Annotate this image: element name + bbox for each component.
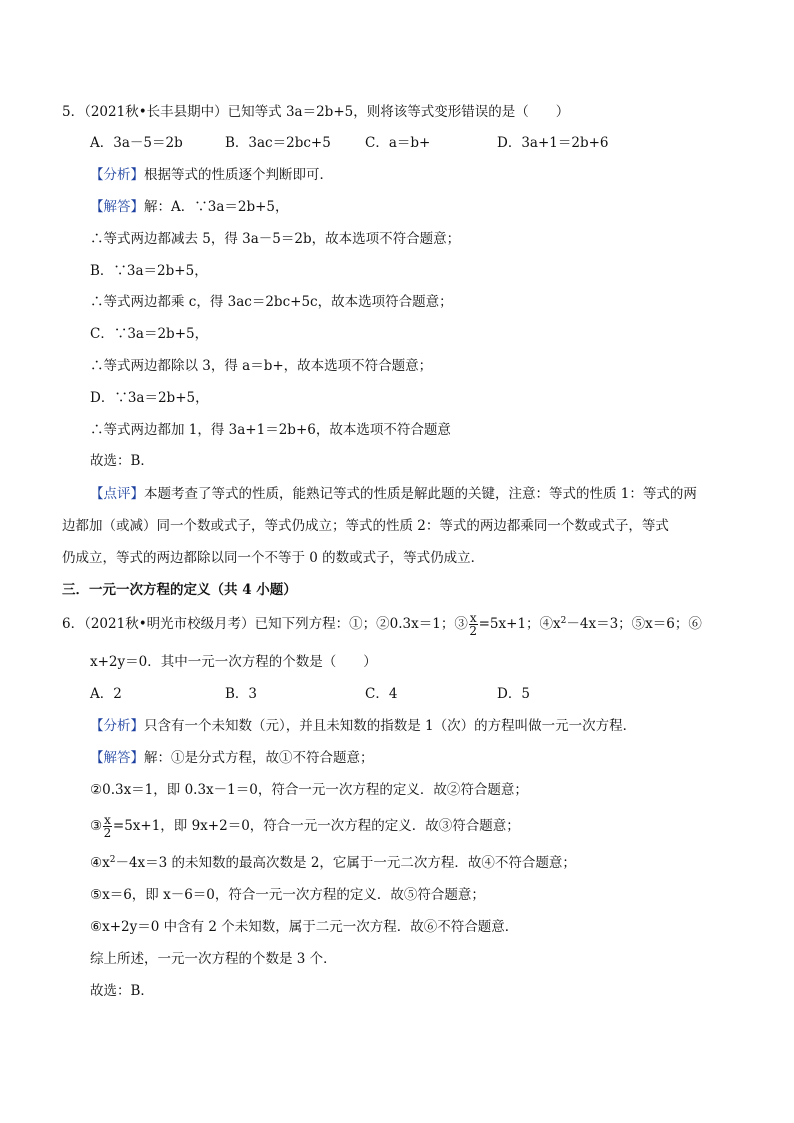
analysis-tag: 【分析】 (90, 167, 144, 183)
q5-answer-line-3: B．∵3a＝2b+5， (90, 263, 208, 279)
q5-option-a: A．3a－5＝2b (90, 135, 183, 151)
q6-answer-line-2: ②0.3x＝1，即 0.3x－1＝0，符合一元一次方程的定义．故②符合题意； (90, 782, 528, 798)
q6-option-c: C．4 (365, 686, 398, 702)
answer-tag: 【解答】 (90, 199, 144, 215)
q5-answer-line-7: D．∵3a＝2b+5， (90, 390, 209, 406)
q6-option-a: A．2 (90, 686, 122, 702)
q5-answer-line-9: 故选：B． (90, 453, 154, 469)
superscript-2: 2 (560, 616, 567, 626)
q6-option-b: B．3 (225, 686, 258, 702)
q6-stem-line-2: x+2y＝0．其中一元一次方程的个数是（ ） (90, 654, 377, 670)
answer-tag: 【解答】 (90, 750, 144, 766)
q6-stem-c: －4x＝3；⑤x＝6；⑥ (566, 616, 702, 632)
analysis-text: 根据等式的性质逐个判断即可． (144, 167, 333, 183)
q5-answer-line-4: ∴等式两边都乘 c，得 3ac＝2bc+5c，故本选项符合题意； (90, 294, 453, 310)
q6-answer-line-8: 故选：B． (90, 983, 154, 999)
answer-text: 解：①是分式方程，故①不符合题意； (144, 750, 374, 766)
q6-answer-line-3: ③ $\frac{x}{2}$ =5x+1，即 9x+2＝0，符合一元一次方程的定义．故③符合题意； (90, 813, 520, 840)
q5-answer-line-8: ∴等式两边都加 1，得 3a+1＝2b+6，故本选项不符合题意 (90, 422, 451, 438)
q5-answer-line-6: ∴等式两边都除以 3，得 a＝b+，故本选项不符合题意； (90, 358, 433, 374)
superscript-2: 2 (109, 855, 116, 865)
q5-comment-line-1 (90, 484, 697, 504)
analysis-text: 只含有一个未知数（元），并且未知数的指数是 1（次）的方程叫做一元一次方程． (144, 718, 637, 734)
q5-option-d: D．3a+1＝2b+6 (497, 135, 609, 151)
q6-answer-line-4: $④x^2-4x=3$ 的未知数的最高次数是 2，它属于一元二次方程．故④不符合题意； (90, 855, 576, 871)
q6-answer-line-1 (90, 748, 374, 768)
comment-text-1: 本题考查了等式的性质，能熟记等式的性质是解此题的关键，注意：等式的性质 1：等式的两 (144, 486, 697, 502)
q5-answer-line-5: C．∵3a＝2b+5， (90, 326, 209, 342)
q6-answer-line-7: 综上所述，一元一次方程的个数是 3 个． (90, 951, 337, 967)
q5-option-c: C．a＝b+ (365, 135, 431, 151)
comment-tag: 【点评】 (90, 486, 144, 502)
fraction-x-over-2: $\frac{x}{2}$ (469, 611, 478, 638)
q6-analysis (90, 716, 636, 736)
q5-comment-line-2: 边都加（或减）同一个数或式子，等式仍成立；等式的性质 2：等式的两边都乘同一个数或式子，等式 (62, 518, 669, 534)
q5-stem: 5．（2021秋•长丰县期中）已知等式 3a＝2b+5，则将该等式变形错误的是（ ） (62, 104, 570, 120)
q6-stem-b: =5x+1；④x (478, 616, 561, 632)
q6-answer-line-5: ⑤x＝6，即 x－6＝0，符合一元一次方程的定义．故⑤符合题意； (90, 887, 485, 903)
answer-text: 解：A．∵3a＝2b+5， (144, 199, 289, 215)
q5-analysis (90, 165, 333, 185)
q5-option-b: B．3ac＝2bc+5 (225, 135, 331, 151)
q5-answer-line-1 (90, 197, 289, 217)
q6-stem-line-1 (62, 612, 702, 637)
q6-stem-a: 6．（2021秋•明光市校级月考）已知下列方程：①；②0.3x＝1；③ (62, 616, 468, 632)
q5-comment-line-3: 仍成立，等式的两边都除以同一个不等于 0 的数或式子，等式仍成立． (62, 550, 485, 566)
q6-option-d: D．5 (497, 686, 530, 702)
section-heading: 三．一元一次方程的定义（共 4 小题） (62, 582, 297, 598)
fraction-x-over-2: $\frac{x}{2}$ (103, 813, 112, 840)
q5-answer-line-2: ∴等式两边都减去 5，得 3a－5＝2b，故本选项不符合题意； (90, 231, 461, 247)
q6-answer-line-6: ⑥x+2y＝0 中含有 2 个未知数，属于二元一次方程．故⑥不符合题意． (90, 919, 519, 935)
analysis-tag: 【分析】 (90, 718, 144, 734)
